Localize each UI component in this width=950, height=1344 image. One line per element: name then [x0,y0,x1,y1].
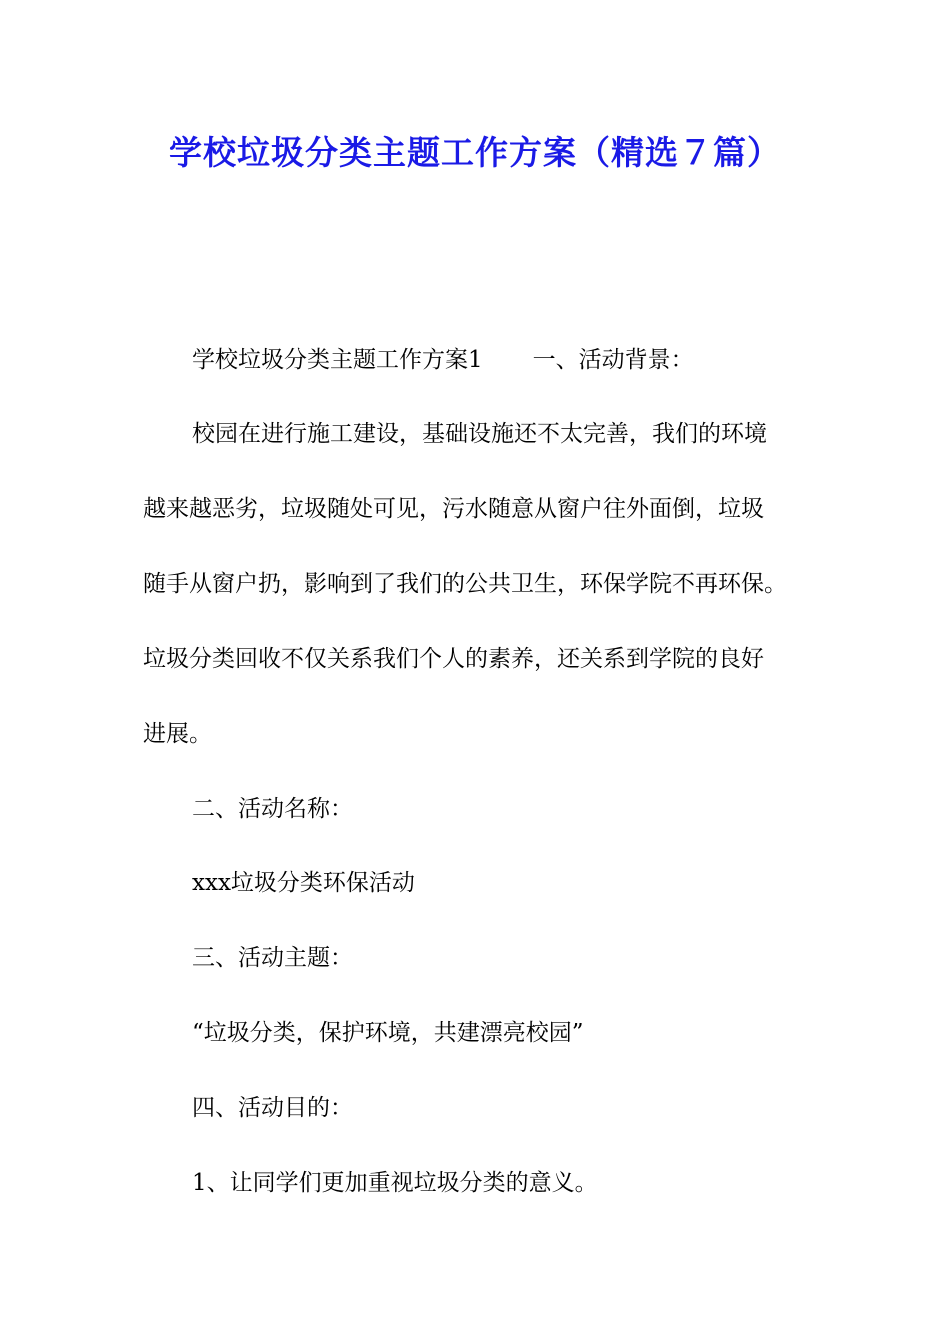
heading-activity-name: 二、活动名称： [192,796,353,822]
plan-subtitle: 学校垃圾分类主题工作方案1 [192,347,483,373]
heading-background: 一、活动背景： [532,347,694,373]
document-title: 学校垃圾分类主题工作方案（精选７篇） [169,133,781,172]
paragraph-line: 随手从窗户扔，影响到了我们的公共卫生，环保学院不再环保。 [143,571,787,597]
heading-activity-theme: 三、活动主题： [192,945,353,971]
section-heading-line [192,342,694,378]
paragraph-line: 垃圾分类回收不仅关系我们个人的素养，还关系到学院的良好 [143,646,764,672]
paragraph-line: 越来越恶劣，垃圾随处可见，污水随意从窗户往外面倒，垃圾 [143,496,764,522]
paragraph-line: 校园在进行施工建设，基础设施还不太完善，我们的环境 [192,421,767,447]
paragraph-line: “垃圾分类，保护环境，共建漂亮校园” [192,1020,584,1046]
paragraph-line: 1、让同学们更加重视垃圾分类的意义。 [192,1170,598,1196]
paragraph-line: 进展。 [143,721,212,747]
heading-activity-purpose: 四、活动目的： [192,1095,353,1121]
paragraph-line: xxx垃圾分类环保活动 [192,870,415,896]
